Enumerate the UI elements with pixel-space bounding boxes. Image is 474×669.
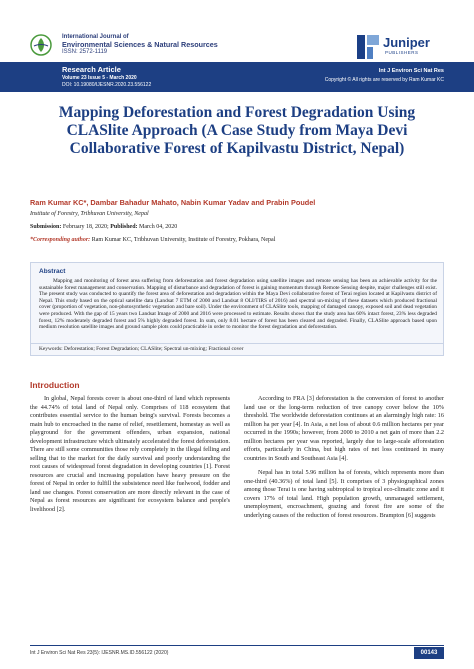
journal-name <box>62 34 292 55</box>
corresponding-author <box>30 237 275 243</box>
publisher-sub: PUBLISHERS <box>385 50 419 55</box>
juniper-mark-icon <box>355 33 381 61</box>
published-label: Published: <box>110 224 138 230</box>
paragraph: According to FRA [3] deforestation is the conversion of forest to another land use or the long-term reduction of tree canopy cover below the 10% threshold. The worldwide deforestation continues at an alarmingly high rate: 16 million ha per year [4]. In Asia, a net loss of about 0.6 million hectares per year occurred in the 1990s; however, from 2000 to 2010 a net gain of more than 2.2 million hectares per year was reported, largely due to large-scale afforestation efforts, particularly in China, but high rates of net loss continued in many countries in South and Southeast Asia [4]. <box>244 395 444 462</box>
corresponding-label: *Corresponding author: <box>30 237 91 243</box>
journal-abbreviation: Int J Environ Sci Nat Res <box>378 68 444 74</box>
published-date: March 04, 2020 <box>139 224 178 230</box>
footer-citation: Int J Environ Sci Nat Res 23(5): IJESNR.MS.ID.556122 (2020) <box>30 650 169 656</box>
page-number: 00143 <box>414 647 444 659</box>
submission-date: February 18, 2020; <box>62 224 109 230</box>
keywords: Keywords: Deforestation; Forest Degradation; CLASlite; Spectral un-mixing; Fractional cover <box>30 344 444 356</box>
journal-line1: International Journal of <box>62 34 129 40</box>
abstract-body: Mapping and monitoring of forest area suffering from deforestation and forest degradation using satellite images and remote sensing has been an achievable activity for the sustainable forest management and conservation. Mapping of disturbance and degradation of forest is gaining momentum through Remote Sensing despite, major challenges still exist. The present study was conducted to quantify the forest area of deforestation and degradation within the Maya Devi collaborative forest of Terai region located at Kapilvastu district of Nepal. This study based on the optical satellite data (Landsat 7 ETM of 2000 and Landsat 8 OLI/TIRS of 2016) and spectral un-mixing of these datasets which produced fractional cover (proportion of vegetation, non-photosynthetic vegetation and bare soil). Under the environment of CLASlite tools, mapping of damaged canopy, exposed soil and dead vegetation were produced. With the gap of 15 years two Landsat Image of 2000 and 2016 were processed to estimate. Results shows that the study area has 60% intact forest, 23% less degraded forest, 12% moderately degraded forest and 5% highly degraded forest. In sum, only 8.01 hectare of forest has been cleared and degraded. Finally, CLASlite approach based upon medium resolution satellite images and ground sample plots could practicable in order to monitor the forest degradation and deforestation. <box>39 278 437 331</box>
header <box>0 0 474 62</box>
body-column-right <box>244 395 444 526</box>
dates <box>30 224 177 230</box>
authors: Ram Kumar KC*, Dambar Bahadur Mahato, Nabin Kumar Yadav and Prabin Poudel <box>30 198 316 207</box>
abstract-box <box>30 262 444 344</box>
publisher-logo <box>355 33 445 63</box>
footer-divider <box>30 645 444 646</box>
copyright: Copyright © All rights are reserved by Ram Kumar KC <box>324 77 444 83</box>
introduction-heading: Introduction <box>30 380 80 390</box>
article-info-band <box>0 62 474 92</box>
journal-line2: Environmental Sciences & Natural Resources <box>62 40 218 49</box>
paragraph: Nepal has in total 5.96 million ha of forests, which represents more than one-third (40.36%) of total land [5]. It comprises of 3 physiographical zones among those Terai is one having subtropical to tropical eco-climatic zone and it covers 17% of total land. High population growth, unmanaged settlement, unemployment, encroachment, grazing and forest fire are some of the underlying causes of the reduction of forest resources. Brampton [6] suggests <box>244 469 444 519</box>
submission-label: Submission: <box>30 224 62 230</box>
article-type: Research Article <box>62 65 121 74</box>
article-title: Mapping Deforestation and Forest Degradation Using CLASlite Approach (A Case Study from Maya Devi Collaborative Forest of Kapilvastu District, Nepal) <box>58 104 416 157</box>
paragraph: In global, Nepal forests cover is about one-third of land which represents the 44.74% of total land of Nepal only. Comprises of 118 ecosystem that contributes essential service to the human being's survival. Forests becomes a main hub to encroached in the name of relief, resettlement, homestay as well as playground for the government offenders, urban expansion, national development infrastructure which ultimately accelerated the forest deforestation. There are still some communities those rely completely in the illegal felling and selling that to the market for the daily survival and poorly understanding the root causes of widespread forest degradation in developing countries [1]. Forest resources are crucial and increasing population have heavy pressure on the forest of Nepal in order to fulfill the subsistence need like fuelwood, fodder and land use changes. Forest conservation are more directly relevant in the case of Nepal as forest resources are significant for ecosystem balance and people's livelihood [2]. <box>30 395 230 513</box>
abstract-heading: Abstract <box>39 268 66 275</box>
body-column-left <box>30 395 230 520</box>
publisher-name: Juniper <box>383 35 430 50</box>
journal-logo-icon <box>30 34 52 56</box>
affiliation: Institute of Forestry, Tribhuvan University, Nepal <box>30 211 149 217</box>
doi-link[interactable]: DOI: 10.19080/IJESNR.2020.23.556122 <box>62 82 152 88</box>
corresponding-text: Ram Kumar KC, Tribhuvan University, Institute of Forestry, Pokhara, Nepal <box>91 237 276 243</box>
volume-issue: Volume 23 Issue 5 - March 2020 <box>62 75 137 81</box>
journal-issn: ISSN: 2572-1119 <box>62 49 108 55</box>
